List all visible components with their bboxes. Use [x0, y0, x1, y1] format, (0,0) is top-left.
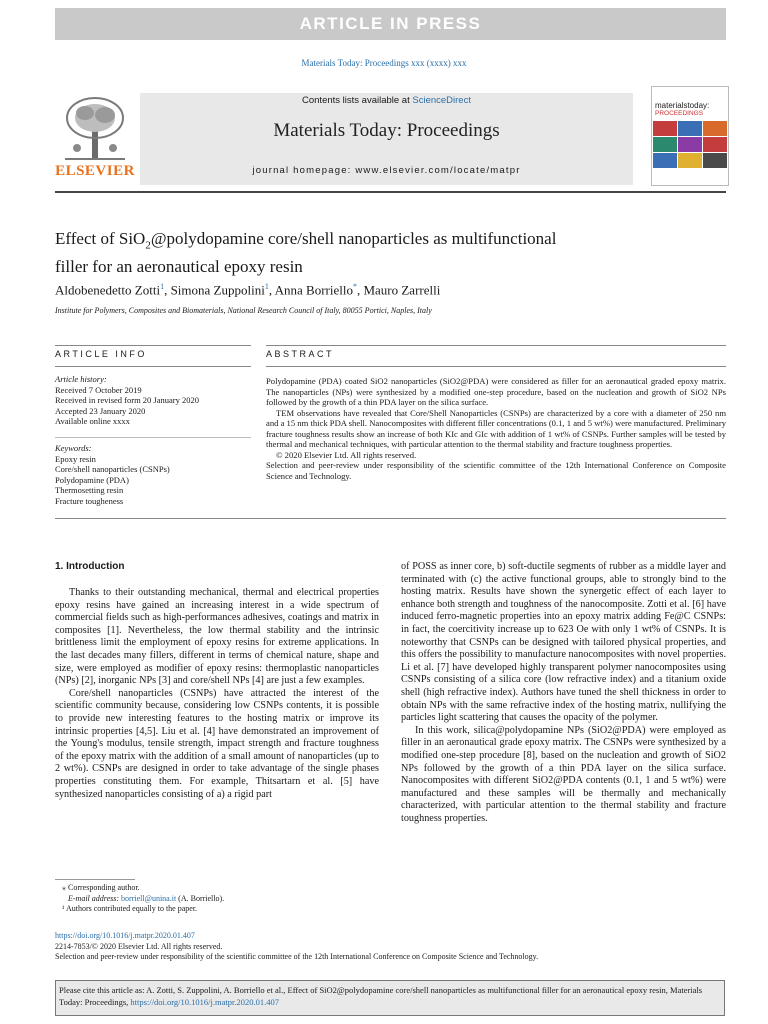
- cite-text: Please cite this article as: A. Zotti, S. Zuppolini, A. Borriello et al., Effect of SiO2@polydopamine core/shell nanoparticles as multifunctional filler for an aeronautical epoxy resin, Materials Today: Proceedings,: [59, 985, 703, 1007]
- history-item: Received in revised form 20 January 2020: [55, 395, 199, 405]
- author-mark[interactable]: *: [352, 282, 357, 291]
- abstract-paragraph: TEM observations have revealed that Core/Shell Nanoparticles (CSNPs) are characterized by a core with a diameter of 250 nm and a 15 nm thick PDA shell. Nanocomposites with different filler concentrations (0.1, 1 and 5 wt%) were manufactured. Preliminary fracture toughness results show an increase of both KIc and GIc with addition of 1 wt% of CSNPs. Further samples will be tested by thermal and mechanical techniques, with particular attention to the thermal stability and fracture toughness properties.: [266, 407, 726, 449]
- cover-title: materialstoday:: [655, 101, 710, 110]
- abstract-bottom-rule: [55, 518, 726, 519]
- article-info-rule-2: [55, 366, 251, 367]
- article-info-rule: [55, 345, 251, 346]
- author-name[interactable]: Mauro Zarrelli: [363, 282, 441, 298]
- right-column: [401, 561, 726, 825]
- author-name[interactable]: Aldobenedetto Zotti: [55, 282, 161, 298]
- top-citation[interactable]: Materials Today: Proceedings xxx (xxxx) xxx: [301, 58, 467, 68]
- sciencedirect-link[interactable]: ScienceDirect: [412, 95, 471, 106]
- email-label: E-mail address:: [68, 893, 122, 903]
- selection-line: Selection and peer-review under responsibility of the scientific committee of the 12th International Conference on Composite Science and Technology.: [55, 952, 539, 961]
- bottom-info: [55, 931, 735, 963]
- abstract-rule-2: [266, 366, 726, 367]
- email-link[interactable]: borriell@unina.it: [121, 893, 177, 903]
- history-label: Article history:: [55, 374, 107, 384]
- article-in-press-banner: ARTICLE IN PRESS: [55, 8, 726, 40]
- history-item: Received 7 October 2019: [55, 384, 142, 395]
- abstract-paragraph: Polydopamine (PDA) coated SiO2 nanoparticles (SiO2@PDA) were considered as filler for an aeronautical graded epoxy matrix. The nanoparticles (NPs) were synthesized by a modified one-step procedure, based on the nucleation and growth of SiO2 NPs followed by the growth of a thin PDA layer on the silica surface.: [266, 376, 726, 407]
- keywords: [55, 443, 255, 506]
- author-mark[interactable]: 1: [264, 282, 269, 291]
- publisher-logo-text: ELSEVIER: [55, 163, 135, 179]
- issn-line: 2214-7853/© 2020 Elsevier Ltd. All rights reserved.: [55, 941, 223, 951]
- left-column: [55, 587, 379, 801]
- keyword: Core/shell nanoparticles (CSNPs): [55, 464, 170, 474]
- abstract-selection: Selection and peer-review under responsibility of the scientific committee of the 12th International Conference on Composite Science and Technology.: [266, 460, 726, 481]
- footnote-rule: [55, 879, 135, 880]
- body-paragraph: Thanks to their outstanding mechanical, thermal and electrical properties epoxy resins have gained an increasing interest in a wide spectrum of commercial fields such as high-performances adhesives, coatings and matrix in composites [1]. Nevertheless, the low thermal stability and the intrinsic brittleness limit the employment of epoxy resins for extreme applications. In the last decades many fillers, different in terms of chemical nature, shape and size, were employed as modifier of epoxy resins: thermoplastic nanoparticles (NPs) [2], inorganic NPs [3] and core/shell NPs [4] are just a few examples.: [55, 587, 379, 687]
- footnotes: [62, 883, 382, 915]
- body-paragraph: Core/shell nanoparticles (CSNPs) have attracted the interest of the scientific community because, considering low CSNPs contents, it is possible to provide new interesting features to the hosting matrix or improve its intrinsic properties [4,5]. Liu et al. [4] have demonstrated an improvement of the Young's modulus, tensile strength, impact strength and fracture toughness of the epoxy matrix with the addition of a small amount of nanoparticles (up to 2 wt%). CSNPs are designed in order to take advantage of the single phases properties constituting them. For example, Thitsartarn et al. [5] have synthesized nanoparticles consisting of a) a rigid part: [55, 687, 379, 800]
- journal-homepage[interactable]: journal homepage: www.elsevier.com/locate/matpr: [252, 165, 521, 176]
- author-name[interactable]: Simona Zuppolini: [170, 282, 265, 298]
- title-subscript: 2: [145, 239, 151, 252]
- abstract-heading: ABSTRACT: [266, 349, 335, 359]
- keyword: Epoxy resin: [55, 453, 96, 464]
- history-item: Accepted 23 January 2020: [55, 405, 146, 416]
- keyword: Polydopamine (PDA): [55, 474, 129, 485]
- article-history: [55, 374, 255, 427]
- article-info-heading: ARTICLE INFO: [55, 349, 147, 359]
- body-paragraph: In this work, silica@polydopamine NPs (SiO2@PDA) were employed as filler in an aeronautical grade epoxy matrix. The CSNPs were synthesized by a modified one-step procedure [8], based on the nucleation and growth of SiO2 NPs followed by the growth of a thin PDA layer on the silica surface. Nanocomposites with different SiO2@PDA contents (0.1, 1 and 5 wt%) were manufactured and these samples will be thermally and mechanically characterized, with particular attention to the thermal stability and fracture toughness properties.: [401, 724, 726, 824]
- keyword: Thermosetting resin: [55, 485, 124, 495]
- author-name[interactable]: Anna Borriello: [274, 282, 353, 298]
- keyword: Fracture tougheness: [55, 495, 124, 506]
- header-rule: [55, 191, 726, 193]
- journal-name: Materials Today: Proceedings: [273, 120, 500, 141]
- title-line-2: filler for an aeronautical epoxy resin: [55, 257, 303, 277]
- doi-link[interactable]: https://doi.org/10.1016/j.matpr.2020.01.407: [55, 931, 195, 940]
- abstract-rule: [266, 345, 726, 346]
- keywords-rule: [55, 437, 251, 438]
- contents-line: [140, 95, 633, 106]
- section-heading: 1. Introduction: [55, 561, 125, 572]
- author-list: Aldobenedetto Zotti$^1$, Simona Zuppolini$^1$, Anna Borriello*, Mauro Zarrelli: [55, 282, 441, 298]
- article-title: [55, 228, 675, 277]
- email-suffix: (A. Borriello).: [176, 893, 225, 903]
- equal-contribution-note: ¹ Authors contributed equally to the paper.: [62, 904, 198, 913]
- cover-image-grid: [653, 121, 727, 169]
- history-item: Available online xxxx: [55, 416, 130, 426]
- abstract-copyright: © 2020 Elsevier Ltd. All rights reserved.: [276, 449, 417, 460]
- title-part: @polydopamine core/shell nanoparticles as multifunctional: [150, 229, 557, 248]
- author-mark[interactable]: 1: [160, 282, 165, 291]
- title-part: Effect of SiO: [55, 229, 146, 248]
- cover-subtitle: PROCEEDINGS: [655, 110, 704, 117]
- cite-box: [55, 980, 725, 1016]
- journal-cover-thumbnail: [651, 86, 729, 186]
- affiliation: Institute for Polymers, Composites and Biomaterials, National Research Council of Italy, 80055 Portici, Naples, Italy: [55, 306, 432, 315]
- cite-doi-link[interactable]: https://doi.org/10.1016/j.matpr.2020.01.407: [130, 997, 280, 1007]
- body-paragraph: of POSS as inner core, b) soft-ductile segments of rubber as a middle layer and terminated with (c) the active functional groups, able to strongly bind to the hosting matrix. Results have shown the synergetic effect of each layer to enhance both strength and toughness of the nanocomposite. Zotti et al. [6] have induced ferro-magnetic properties into an epoxy matrix adding Fe@C CSNPs: in fact, the coercitivity increase up to 623 Oe with only 1 wt% of CSNPs. It is noteworthy that CSNPs can be designed with tailored physical properties, and this offers the possibility to manufacture nanocomposites with novel properties. Li et al. [7] have developed highly transparent polymer nanocomposites using CSNPs consisting of a silica core (low refractive index) and a titanium oxide shell (high refractive index). Authors have tuned the shell thickness in order to obtain NPs with the same refractive index of the hosting matrix, nullifying the particles light scattering that causes the opacity of the polymer.: [401, 561, 726, 724]
- keywords-label: Keywords:: [55, 443, 92, 453]
- contents-prefix: Contents lists available at: [302, 95, 413, 106]
- abstract-body: [266, 376, 726, 481]
- corresponding-note: ⁎ Corresponding author.: [62, 883, 140, 892]
